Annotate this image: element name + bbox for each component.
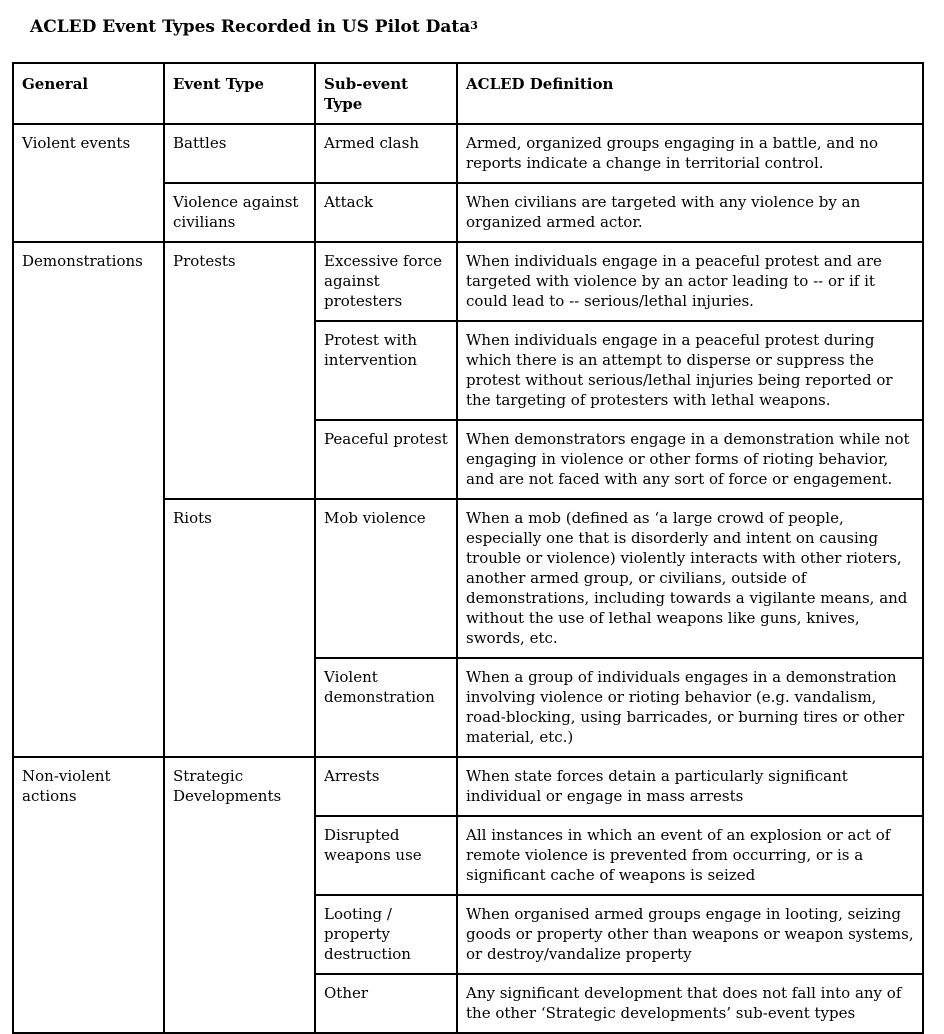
table-row [13,124,923,183]
header-event-type: Event Type [164,63,315,124]
general-cell-violent: Violent events [13,124,164,242]
header-sub-event-type: Sub-event Type [315,63,457,124]
sub-event-cell: Excessive force against protesters [315,242,457,321]
sub-event-cell: Disrupted weapons use [315,816,457,895]
definition-cell: When civilians are targeted with any violence by an organized armed actor. [457,183,923,242]
event-type-cell-violence-civilians: Violence against civilians [164,183,315,242]
sub-event-cell: Armed clash [315,124,457,183]
table-row [13,757,923,816]
header-general: General [13,63,164,124]
sub-event-cell: Other [315,974,457,1033]
general-cell-demonstrations: Demonstrations [13,242,164,757]
document-title [30,17,478,37]
definition-cell: When individuals engage in a peaceful protest during which there is an attempt to disperse or suppress the protest without serious/lethal injuries being reported or the targeting of protesters with lethal weapons. [457,321,923,420]
event-type-cell-strategic: Strategic Developments [164,757,315,1033]
sub-event-cell: Attack [315,183,457,242]
definition-cell: All instances in which an event of an explosion or act of remote violence is prevented from occurring, or is a significant cache of weapons is seized [457,816,923,895]
definition-cell: When state forces detain a particularly significant individual or engage in mass arrests [457,757,923,816]
header-definition: ACLED Definition [457,63,923,124]
definition-cell: When demonstrators engage in a demonstration while not engaging in violence or other forms of rioting behavior, and are not faced with any sort of force or engagement. [457,420,923,499]
sub-event-cell: Violent demonstration [315,658,457,757]
sub-event-cell: Looting / property destruction [315,895,457,974]
title-footnote: 3 [470,19,478,32]
event-type-cell-riots: Riots [164,499,315,757]
event-type-cell-battles: Battles [164,124,315,183]
definition-cell: When a mob (defined as ‘a large crowd of people, especially one that is disorderly and intent on causing trouble or violence) violently interacts with other rioters, another armed group, or civilians, outside of demonstrations, including towards a vigilante means, and without the use of lethal weapons like guns, knives, swords, etc. [457,499,923,658]
sub-event-cell: Peaceful protest [315,420,457,499]
definition-cell: Armed, organized groups engaging in a battle, and no reports indicate a change in territorial control. [457,124,923,183]
sub-event-cell: Protest with intervention [315,321,457,420]
definition-cell: When a group of individuals engages in a demonstration involving violence or rioting behavior (e.g. vandalism, road-blocking, using barricades, or burning tires or other material, etc.) [457,658,923,757]
definition-cell: When organised armed groups engage in looting, seizing goods or property other than weapons or weapon systems, or destroy/vandalize property [457,895,923,974]
event-types-table [12,62,924,1034]
sub-event-cell: Arrests [315,757,457,816]
event-type-cell-protests: Protests [164,242,315,499]
table-row [13,242,923,321]
title-text: ACLED Event Types Recorded in US Pilot Data [30,17,471,37]
definition-cell: When individuals engage in a peaceful protest and are targeted with violence by an actor leading to -- or if it could lead to -- serious/lethal injuries. [457,242,923,321]
general-cell-nonviolent: Non-violent actions [13,757,164,1033]
definition-cell: Any significant development that does not fall into any of the other ‘Strategic developments’ sub-event types [457,974,923,1033]
header-row [13,63,923,124]
sub-event-cell: Mob violence [315,499,457,658]
